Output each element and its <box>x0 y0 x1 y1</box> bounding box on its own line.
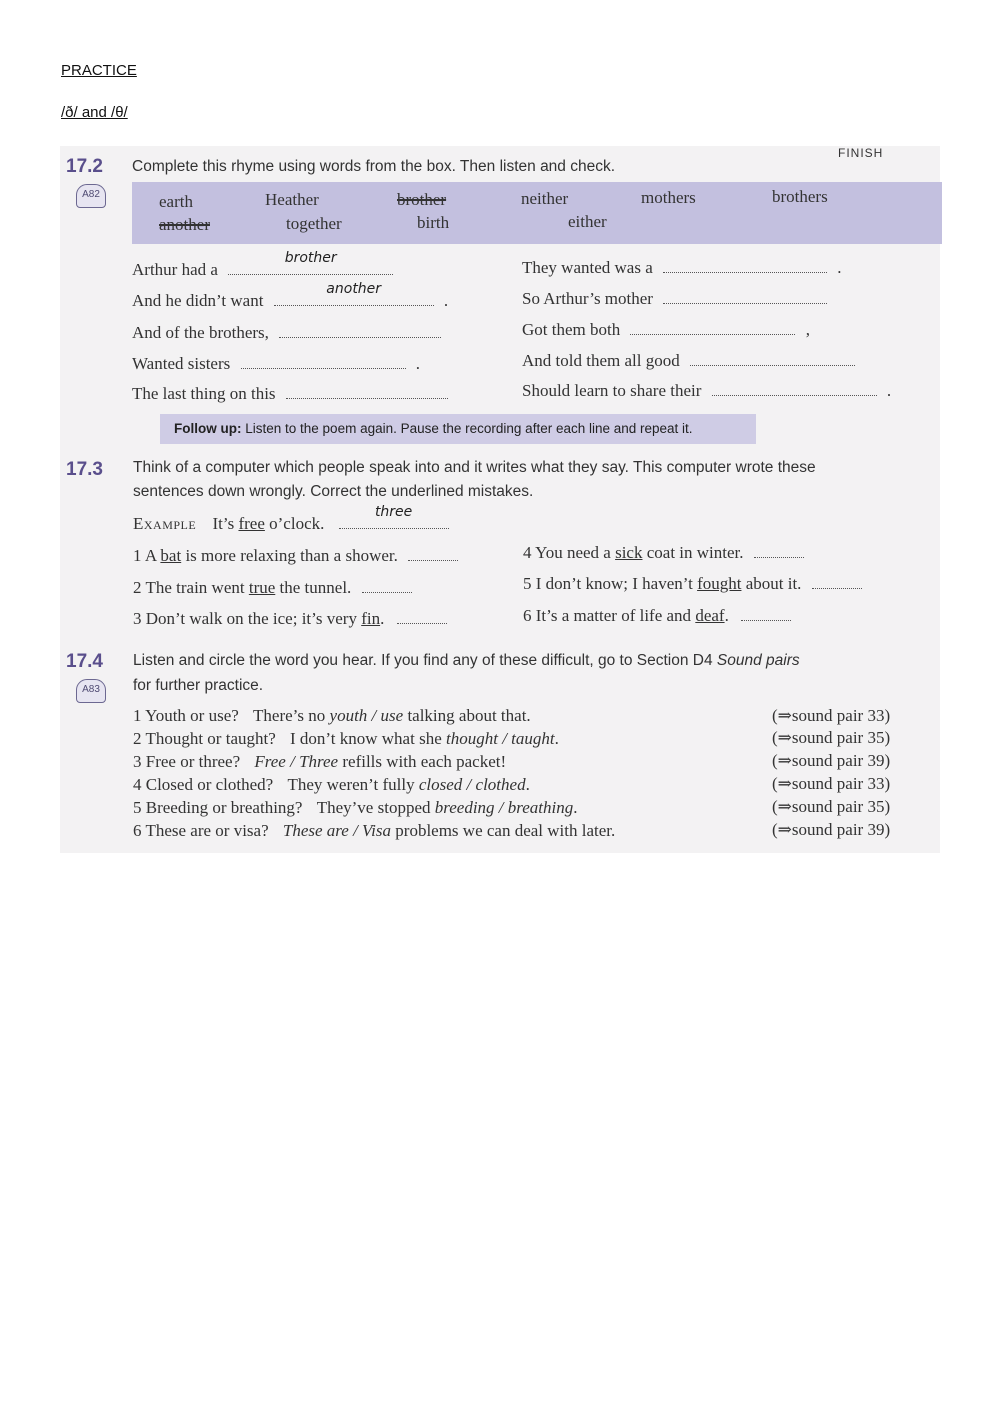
rhyme-line <box>522 320 810 340</box>
answer-blank[interactable] <box>712 381 877 396</box>
text: A <box>144 546 157 565</box>
text: I don’t know what she <box>290 729 442 748</box>
audio-icon: A83 <box>76 679 106 703</box>
rhyme-line <box>522 258 842 278</box>
text: . <box>573 798 578 817</box>
word-used: brother <box>397 190 447 209</box>
line-end: . <box>886 381 892 400</box>
line-text: They wanted was a <box>522 258 653 277</box>
rhyme-line <box>132 281 449 311</box>
text: o’clock. <box>269 514 325 533</box>
exercise-item <box>133 729 559 749</box>
example-line <box>133 504 449 534</box>
underlined-mistake: free <box>238 514 265 533</box>
follow-up-label: Follow up: <box>174 421 242 436</box>
text: is more relaxing than a shower. <box>185 546 398 565</box>
underlined-mistake: fought <box>697 574 742 593</box>
word: earth <box>159 192 193 211</box>
follow-up-text: Listen to the poem again. Pause the recording after each line and repeat it. <box>245 421 693 436</box>
text: . <box>525 775 530 794</box>
word: birth <box>417 213 450 232</box>
text: about it. <box>745 574 802 593</box>
page-subtitle: /ð/ and /θ/ <box>61 104 128 121</box>
instruction: Complete this rhyme using words from the box. Then listen and check. <box>132 158 616 175</box>
word-choice[interactable]: Free / Three <box>254 752 339 771</box>
answer-blank[interactable] <box>690 351 855 366</box>
text: talking about that. <box>407 706 531 725</box>
item-number: 5 <box>133 798 142 817</box>
rhyme-line <box>132 250 393 280</box>
answer-blank[interactable] <box>630 320 795 335</box>
handwritten-answer: brother <box>284 250 337 266</box>
text: You need a <box>535 543 611 562</box>
text: . <box>554 729 559 748</box>
exercise-item <box>133 798 578 818</box>
item-number: 1 <box>133 546 142 565</box>
word-choice[interactable]: closed / clothed <box>418 775 526 794</box>
rhyme-line <box>522 381 891 401</box>
word: brothers <box>772 187 828 206</box>
line-end: . <box>443 291 449 310</box>
answer-blank[interactable] <box>663 258 827 273</box>
text: They weren’t fully <box>287 775 415 794</box>
text: Sound pairs <box>716 652 800 669</box>
answer-blank[interactable] <box>362 578 412 593</box>
question: Free or three? <box>145 752 241 771</box>
underlined-mistake: fin <box>361 609 381 628</box>
line-text: The last thing on this <box>132 384 276 403</box>
exercise-item <box>523 574 862 594</box>
section-number: 17.4 <box>66 651 103 672</box>
sound-pair-ref: (⇒sound pair 39) <box>772 751 891 770</box>
follow-up-box <box>160 414 756 444</box>
item-number: 1 <box>133 706 142 725</box>
rhyme-line <box>132 323 441 343</box>
answer-blank[interactable] <box>663 289 827 304</box>
item-number: 2 <box>133 578 142 597</box>
question: Youth or use? <box>145 706 239 725</box>
line-text: And he didn’t want <box>132 291 264 310</box>
exercise-item <box>133 578 412 598</box>
text: They’ve stopped <box>316 798 431 817</box>
instruction: Think of a computer which people speak into and it writes what they say. This computer wrote these <box>133 459 816 476</box>
rhyme-line <box>132 384 448 404</box>
text: . <box>380 609 385 628</box>
rhyme-line <box>522 289 827 309</box>
page-title: PRACTICE <box>61 62 137 79</box>
line-text: Should learn to share their <box>522 381 702 400</box>
audio-icon: A82 <box>76 184 106 208</box>
instruction: for further practice. <box>133 677 264 694</box>
word-box <box>132 182 942 244</box>
exercise-item <box>133 706 531 726</box>
item-number: 2 <box>133 729 142 748</box>
text: Listen and circle the word you hear. If you find any of these difficult, go to Section D4 <box>133 652 713 669</box>
text: I don’t know; I haven’t <box>535 574 693 593</box>
handwritten-answer: three <box>374 504 413 520</box>
answer-blank[interactable] <box>812 574 862 589</box>
word: together <box>286 214 342 233</box>
exercise-item <box>133 752 506 772</box>
answer-blank[interactable] <box>228 250 393 275</box>
text: refills with each packet! <box>342 752 507 771</box>
word: Heather <box>265 190 319 209</box>
item-number: 4 <box>133 775 142 794</box>
exercise-item <box>133 775 530 795</box>
sound-pair-ref: (⇒sound pair 33) <box>772 774 891 793</box>
line-text: So Arthur’s mother <box>522 289 653 308</box>
sound-pair-ref: (⇒sound pair 35) <box>772 797 891 816</box>
line-text: Arthur had a <box>132 260 218 279</box>
line-text: And of the brothers, <box>132 323 269 342</box>
text: There’s no <box>253 706 326 725</box>
line-text: Got them both <box>522 320 621 339</box>
line-end: . <box>415 354 420 373</box>
instruction <box>133 652 800 670</box>
word-choice[interactable]: youth / use <box>329 706 404 725</box>
text: . <box>724 606 729 625</box>
exercise-item <box>523 543 804 563</box>
section-number: 17.3 <box>66 459 103 480</box>
word-choice[interactable]: breeding / breathing <box>434 798 574 817</box>
text: the tunnel. <box>279 578 352 597</box>
line-end: . <box>837 258 842 277</box>
sound-pair-ref: (⇒sound pair 35) <box>772 728 891 747</box>
underlined-mistake: bat <box>160 546 182 565</box>
text: coat in winter. <box>646 543 744 562</box>
handwritten-answer: another <box>326 281 382 297</box>
question: Breeding or breathing? <box>145 798 303 817</box>
section-number: 17.2 <box>66 156 103 177</box>
item-number: 6 <box>523 606 532 625</box>
answer-blank[interactable] <box>274 281 434 306</box>
exercise-item <box>523 606 791 626</box>
underlined-mistake: deaf <box>695 606 725 625</box>
line-end: , <box>805 320 810 339</box>
item-number: 6 <box>133 821 142 840</box>
text: Don’t walk on the ice; it’s very <box>145 609 357 628</box>
answer-blank[interactable] <box>397 609 447 624</box>
line-text: And told them all good <box>522 351 680 370</box>
textbook-scan <box>60 146 940 853</box>
answer-blank[interactable] <box>286 384 448 399</box>
text: It’s a matter of life and <box>535 606 692 625</box>
item-number: 4 <box>523 543 532 562</box>
question: Thought or taught? <box>145 729 276 748</box>
answer-blank[interactable] <box>408 546 458 561</box>
underlined-mistake: true <box>248 578 276 597</box>
finish-label: FINISH <box>838 146 884 160</box>
word-choice[interactable]: These are / Visa <box>282 821 392 840</box>
item-number: 5 <box>523 574 532 593</box>
word-choice[interactable]: thought / taught <box>446 729 555 748</box>
exercise-item <box>133 821 615 841</box>
text: problems we can deal with later. <box>395 821 616 840</box>
question: These are or visa? <box>145 821 269 840</box>
rhyme-line <box>132 354 420 374</box>
item-number: 3 <box>133 752 142 771</box>
word: mothers <box>641 188 696 207</box>
exercise-item <box>133 609 447 629</box>
example-label: Example <box>133 514 197 533</box>
underlined-mistake: sick <box>615 543 643 562</box>
answer-blank[interactable] <box>754 543 804 558</box>
exercise-item <box>133 546 458 566</box>
text: The train went <box>145 578 245 597</box>
word-used: another <box>159 215 210 234</box>
item-number: 3 <box>133 609 142 628</box>
line-text: Wanted sisters <box>132 354 231 373</box>
answer-blank[interactable] <box>241 354 406 369</box>
rhyme-line <box>522 351 855 371</box>
word: neither <box>521 189 569 208</box>
word: either <box>568 212 607 231</box>
answer-blank[interactable] <box>339 504 449 529</box>
answer-blank[interactable] <box>741 606 791 621</box>
instruction: sentences down wrongly. Correct the underlined mistakes. <box>133 483 534 500</box>
sound-pair-ref: (⇒sound pair 33) <box>772 706 891 725</box>
sound-pair-ref: (⇒sound pair 39) <box>772 820 891 839</box>
answer-blank[interactable] <box>279 323 441 338</box>
text: It’s <box>212 514 235 533</box>
question: Closed or clothed? <box>145 775 274 794</box>
